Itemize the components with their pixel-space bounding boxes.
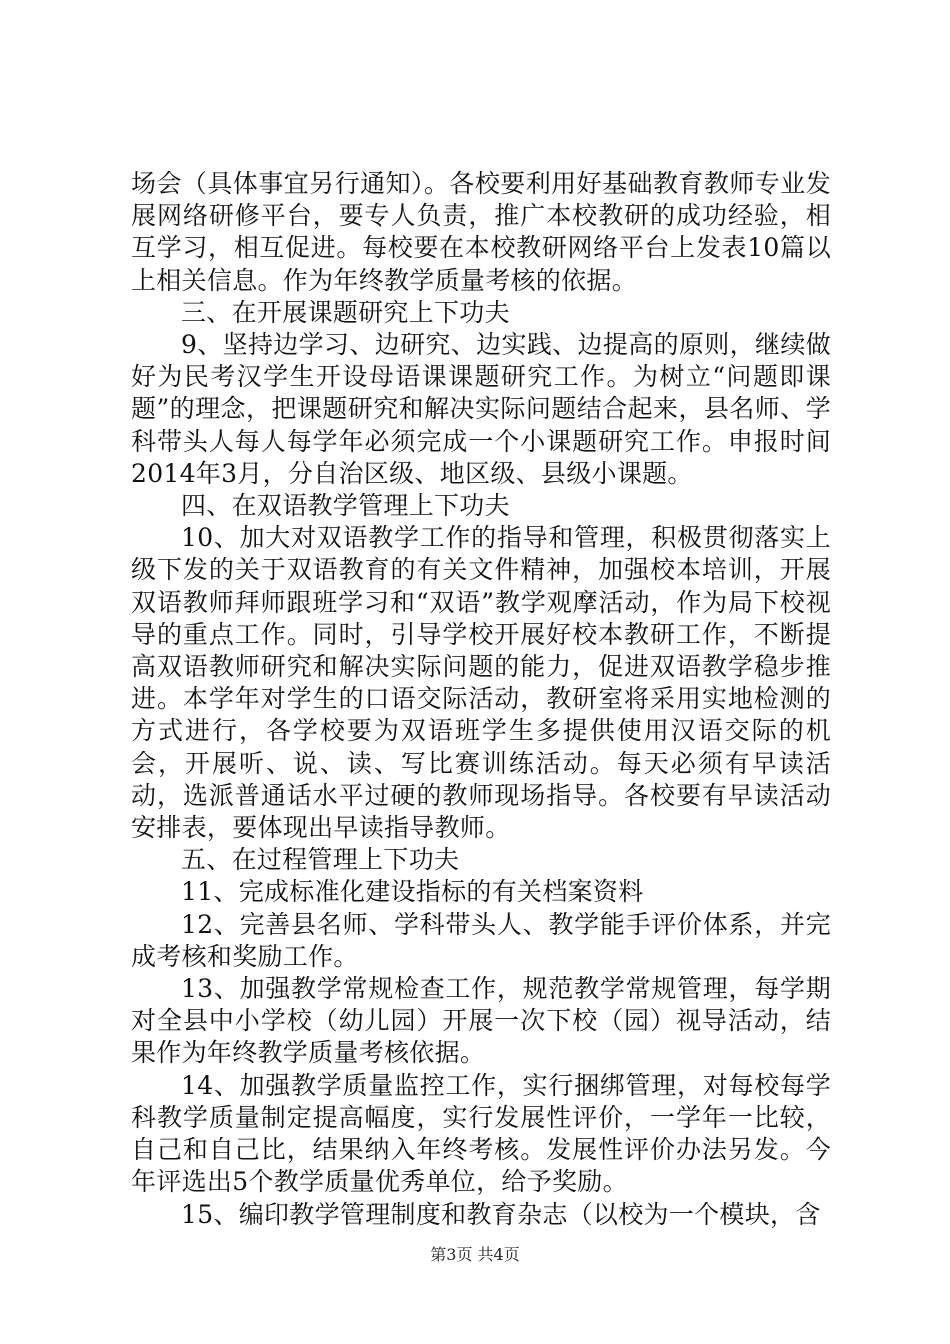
page-number-footer: 第3页 共4页 <box>430 1245 520 1264</box>
paragraph-item-15: 15、编印教学管理制度和教育杂志（以校为一个模块，含 <box>181 1199 821 1229</box>
section-heading-4: 四、在双语教学管理上下功夫 <box>181 491 510 521</box>
paragraph-item-10: 10、加大对双语教学工作的指导和管理，积极贯彻落实上级下发的关于双语教育的有关文件精神，加强校本培训，开展双语教师拜师跟班学习和“双语”教学观摩活动，作为局下校视导的重点工作。同时，引导学校开展好校本教研工作，不断提高双语教师研究和解决实际问题的能力，促进双语教学稳步推进。本学年对学生的口语交际活动，教研室将采用实地检测的方式进行，各学校要为双语班学生多提供使用汉语交际的机会，开展听、说、读、写比赛训练活动。每天必须有早读活动，选派普通话水平过硬的教师现场指导。各校要有早读活动安排表，要体现出早读指导教师。 <box>131 523 831 843</box>
section-heading-5: 五、在过程管理上下功夫 <box>181 845 460 875</box>
paragraph-item-12: 12、完善县名师、学科带头人、教学能手评价体系，并完成考核和奖励工作。 <box>131 909 831 971</box>
paragraph-item-13: 13、加强教学常规检查工作，规范教学常规管理，每学期对全县中小学校（幼儿园）开展一次下校（园）视导活动，结果作为年终教学质量考核依据。 <box>131 974 831 1068</box>
paragraph-item-9: 9、坚持边学习、边研究、边实践、边提高的原则，继续做好为民考汉学生开设母语课课题研究工作。为树立“问题即课题”的理念，把课题研究和解决实际问题结合起来，县名师、学科带头人每人每学年必须完成一个小课题研究工作。申报时间2014年3月，分自治区级、地区级、县级小课题。 <box>131 330 831 488</box>
document-body <box>131 168 831 1231</box>
paragraph-item-14: 14、加强教学质量监控工作，实行捆绑管理，对每校每学科教学质量制定提高幅度，实行发展性评价，一学年一比较，自己和自己比，结果纳入年终考核。发展性评价办法另发。今年评选出5个教学质量优秀单位，给予奖励。 <box>131 1070 831 1197</box>
paragraph-continuation: 场会（具体事宜另行通知）。各校要利用好基础教育教师专业发展网络研修平台，要专人负责，推广本校教研的成功经验，相互学习，相互促进。每校要在本校教研网络平台上发表10篇以上相关信息。作为年终教学质量考核的依据。 <box>131 169 831 295</box>
section-heading-3: 三、在开展课题研究上下功夫 <box>181 297 510 327</box>
paragraph-item-11: 11、完成标准化建设指标的有关档案资料 <box>181 877 644 907</box>
